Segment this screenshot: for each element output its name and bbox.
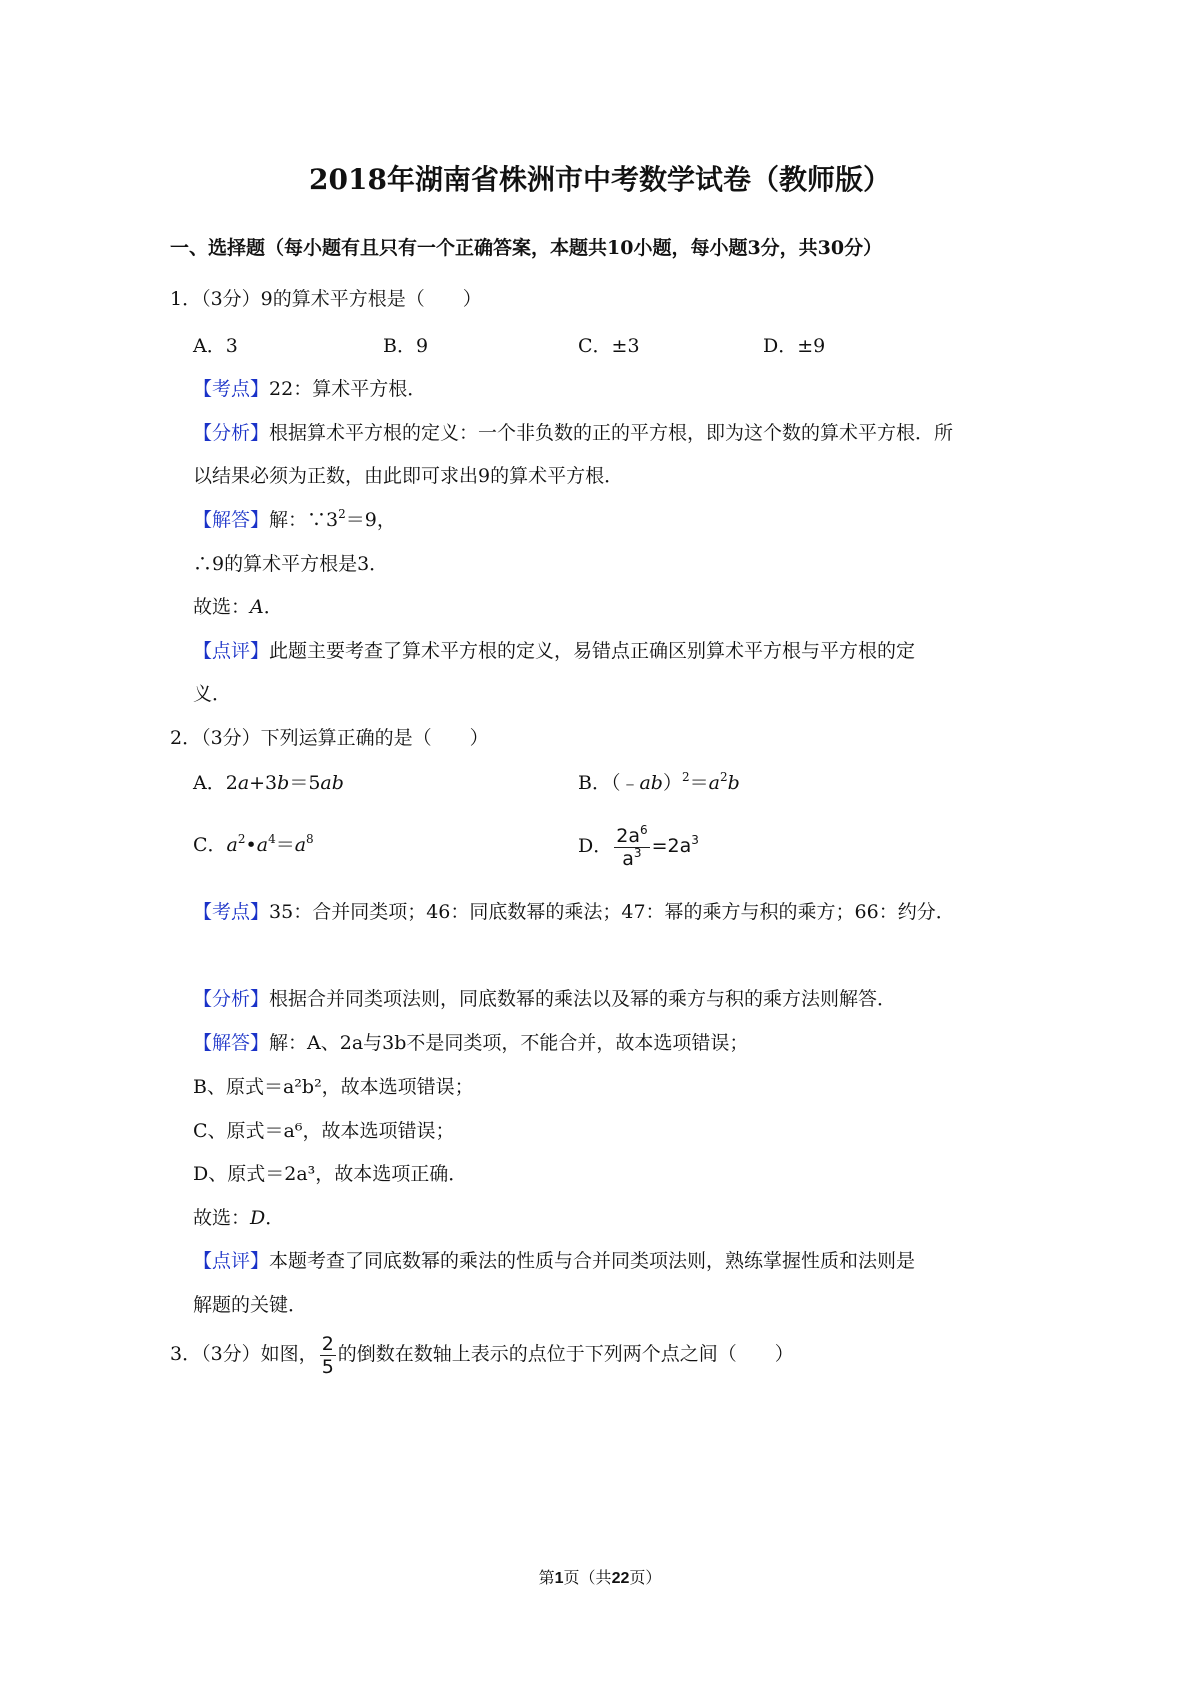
kaodian-tag: 【考点】 — [193, 901, 270, 923]
q1-fenxi — [193, 421, 953, 445]
q1-kaodian-text: 22：算术平方根． — [269, 378, 427, 400]
q1-option-a: A．3 — [193, 335, 238, 357]
q2-choice-end: ． — [265, 1207, 285, 1229]
q2-fenxi — [193, 987, 896, 1011]
q2-line-b: B、原式＝a²b²，故本选项错误； — [193, 1076, 474, 1098]
kaodian-tag: 【考点】 — [193, 378, 270, 400]
footer-post: 页） — [629, 1568, 662, 1587]
q1-fenxi-line1: 根据算术平方根的定义：一个非负数的正的平方根，即为这个数的算术平方根．所 — [269, 422, 954, 444]
jieda-tag: 【解答】 — [193, 509, 270, 531]
q2-kaodian-text: 35：合并同类项；46：同底数幂的乘法；47：幂的乘方与积的乘方；66：约分． — [269, 901, 955, 923]
footer-page-number: 1 — [554, 1570, 564, 1587]
jieda-tag: 【解答】 — [193, 1032, 270, 1054]
footer-pre: 第 — [538, 1568, 555, 1587]
question-3-suffix: 的倒数在数轴上表示的点位于下列两个点之间（ ） — [337, 1343, 794, 1365]
q2-kaodian — [193, 900, 955, 924]
question-1-number: 1． — [170, 288, 202, 310]
section-heading: 一、选择题（每小题有且只有一个正确答案，本题共10小题，每小题3分，共30分） — [170, 237, 883, 259]
q1-option-b: B．9 — [383, 335, 429, 357]
q1-fenxi-line2: 以结果必须为正数，由此即可求出9的算术平方根． — [193, 465, 624, 487]
question-2-text: （3分）下列运算正确的是（ ） — [201, 727, 489, 749]
q1-choice-end: ． — [263, 596, 283, 618]
q1-kaodian — [193, 377, 426, 401]
q2-jieda — [193, 1031, 748, 1055]
q1-jieda-prefix: 解：∵3 — [269, 509, 339, 531]
page-footer — [0, 1565, 1200, 1588]
q2-option-c: C．$a^2•a^4=a^8$ — [193, 832, 314, 856]
q1-choice-label: 故选： — [193, 596, 251, 618]
q1-dianping-line1: 此题主要考查了算术平方根的定义，易错点正确区别算术平方根与平方根的定 — [269, 640, 916, 662]
q1-jieda-suffix: ＝9， — [345, 509, 396, 531]
question-3-stem — [170, 1330, 794, 1378]
q1-jieda-exponent: 2 — [338, 507, 346, 521]
q2-option-a: A．2a+3b＝5ab — [193, 772, 344, 794]
q2-option-d-fraction: $\frac{2a^6}{a^3}$ — [616, 822, 648, 870]
q1-choice — [193, 595, 283, 619]
question-2-number: 2． — [170, 727, 202, 749]
q1-option-c: C．±3 — [578, 335, 640, 357]
question-1-text: （3分）9的算术平方根是（ ） — [201, 288, 482, 310]
q2-choice-answer: D — [250, 1207, 266, 1229]
document-title: 2018年湖南省株洲市中考数学试卷（教师版） — [309, 163, 891, 196]
q2-fenxi-text: 根据合并同类项法则，同底数幂的乘法以及幂的乘方与积的乘方法则解答． — [269, 988, 897, 1010]
q1-dianping — [193, 639, 915, 663]
question-2-stem — [170, 726, 489, 750]
q3-fraction-denominator: 5 — [321, 1355, 334, 1378]
q2-jieda-text: 解：A、2a与3b不是同类项，不能合并，故本选项错误； — [269, 1032, 749, 1054]
question-1-stem — [170, 287, 482, 311]
q2-dianping — [193, 1249, 915, 1273]
fenxi-tag: 【分析】 — [193, 988, 270, 1010]
q3-fraction-numerator: 2 — [321, 1332, 334, 1355]
q3-fraction — [320, 1333, 336, 1378]
footer-total-pages: 22 — [611, 1570, 630, 1587]
q2-choice-label: 故选： — [193, 1207, 251, 1229]
dianping-tag: 【点评】 — [193, 640, 270, 662]
q1-therefore: ∴9的算术平方根是3． — [193, 553, 389, 575]
q1-jieda — [193, 508, 396, 532]
q2-option-b: B．$(﹣ab)^2=a^2b$ — [578, 770, 740, 794]
question-3-prefix: （3分）如图， — [201, 1343, 318, 1365]
q1-option-d: D．±9 — [763, 335, 826, 357]
question-3-number: 3． — [170, 1343, 202, 1365]
q2-dianping-line1: 本题考查了同底数幂的乘法的性质与合并同类项法则，熟练掌握性质和法则是 — [269, 1250, 916, 1272]
q1-dianping-line2: 义． — [193, 683, 232, 705]
q2-dianping-line2: 解题的关键． — [193, 1294, 308, 1316]
q2-line-c: C、原式＝a⁶，故本选项错误； — [193, 1120, 455, 1142]
dianping-tag: 【点评】 — [193, 1250, 270, 1272]
q2-choice — [193, 1206, 284, 1230]
q2-line-d: D、原式＝2a³，故本选项正确． — [193, 1163, 468, 1185]
q2-option-d: D． $\frac{2a^6}{a^3}$ $=2a^3$ — [578, 822, 699, 870]
q1-choice-answer: A — [250, 596, 264, 618]
footer-mid: 页（共 — [563, 1568, 612, 1587]
fenxi-tag: 【分析】 — [193, 422, 270, 444]
